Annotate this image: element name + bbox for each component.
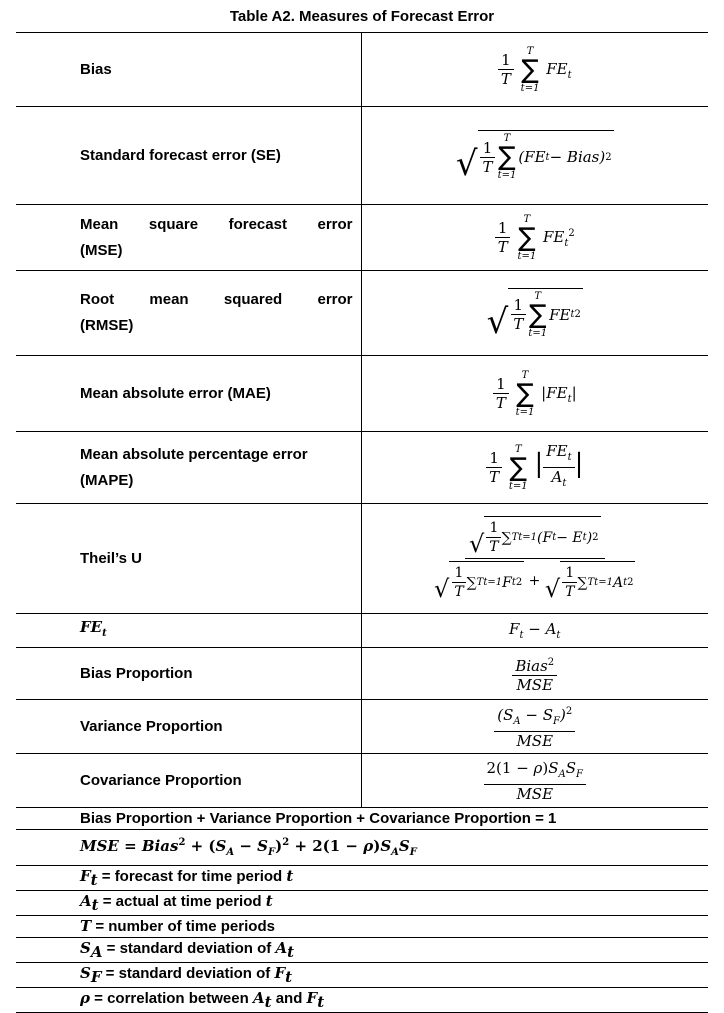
def-text: = forecast for time period: [97, 868, 287, 885]
row-label: Bias Proportion: [16, 648, 361, 700]
row-label-line2: (MAPE): [80, 471, 134, 489]
formula-theils-u: √ $\frac{1}{T}$ ∑ T t=1 (F t − E t ) 2 √ $\frac{1}{T}$ ∑ T t=1 F t 2 + √ $\frac{1}{T}$ ∑ T t=1 A t 2: [361, 504, 708, 614]
def-symbol-sub: A: [90, 943, 103, 961]
def-symbol: A: [80, 892, 92, 910]
forecast-error-table: [16, 32, 708, 1013]
def-symbol-sub: F: [90, 968, 102, 986]
def-text: = correlation between: [89, 990, 253, 1007]
def-symbol: T: [80, 917, 92, 935]
def-text: = standard deviation of: [101, 965, 275, 982]
row-label: [16, 432, 361, 504]
row-label-line1: Mean absolute percentage error: [80, 445, 308, 463]
table-row-theils-u: [16, 504, 708, 614]
formula-variance-proportion: $\frac{(S_A - S_F)^2}{\text{MSE}}$: [361, 700, 708, 754]
table-row-variance-proportion: [16, 700, 708, 754]
row-label: Mean absolute error (MAE): [16, 356, 361, 432]
table-row-mse-decomposition: [16, 830, 708, 866]
table-row-identity: [16, 808, 708, 830]
formula-bias-proportion: $\frac{Bias^2}{\text{MSE}}$: [361, 648, 708, 700]
definition-row: [16, 891, 708, 916]
def-var: t: [286, 867, 294, 885]
row-label-line1: Root mean squared error: [80, 291, 353, 308]
fe-symbol: FE: [80, 618, 103, 636]
formula-fe-t: $F_t - A_t$: [361, 614, 708, 648]
def-var-sub: t: [264, 993, 272, 1011]
def-var: F: [274, 964, 286, 982]
row-label-line1: Mean square forecast error: [80, 215, 353, 233]
formula-mape: $\frac{1}{T}$ T ∑ t=1 | $\frac{FE_t}{A_t}$ |: [361, 432, 708, 504]
def-var-sub: t: [317, 993, 325, 1011]
definition-row: [16, 988, 708, 1013]
definition-row: [16, 963, 708, 988]
formula-rmse: √ $\frac{1}{T}$ T ∑ t=1 FE t 2: [361, 271, 708, 356]
table-row-covariance-proportion: [16, 754, 708, 808]
row-label: Variance Proportion: [16, 700, 361, 754]
row-label: [16, 614, 361, 648]
def-var: A: [275, 939, 288, 957]
def-text: and: [271, 990, 307, 1007]
row-label-line2: (RMSE): [80, 317, 134, 334]
formula-se: √ $\frac{1}{T}$ T ∑ t=1 (FE t − Bias) 2: [361, 107, 708, 205]
row-label: Covariance Proportion: [16, 754, 361, 808]
table-row-rmse: [16, 271, 708, 356]
row-label-line2: (MSE): [80, 241, 123, 259]
def-var: t: [265, 892, 273, 910]
def-var-sub: t: [287, 943, 295, 961]
table-row-mae: [16, 356, 708, 432]
formula-mae: $\frac{1}{T}$ T ∑ t=1 $|FE_t|$: [361, 356, 708, 432]
def-var-sub: t: [285, 968, 293, 986]
proportion-identity: Bias Proportion + Variance Proportion + Covariance Proportion = 1: [16, 808, 708, 830]
table-title: Table A2. Measures of Forecast Error: [229, 8, 495, 25]
table-row-se: [16, 107, 708, 205]
formula-covariance-proportion: $\frac{2(1 - \rho)S_AS_F}{\text{MSE}}$: [361, 754, 708, 808]
def-text: = number of time periods: [91, 918, 275, 935]
table-row-mape: [16, 432, 708, 504]
def-var: A: [252, 989, 265, 1007]
row-label: Bias: [16, 33, 361, 107]
table-row-mse: [16, 205, 708, 271]
row-label: [16, 271, 361, 356]
table-row-fe-t: [16, 614, 708, 648]
formula-bias: $\frac{1}{T}$ T ∑ t=1 $FE_t$: [361, 33, 708, 107]
definition-row: [16, 866, 708, 891]
table-row-bias: [16, 33, 708, 107]
formula-mse: $\frac{1}{T}$ T ∑ t=1 $FE_t^2$: [361, 205, 708, 271]
row-label: [16, 205, 361, 271]
def-text: = actual at time period: [98, 893, 266, 910]
def-var: F: [306, 989, 318, 1007]
row-label: Standard forecast error (SE): [16, 107, 361, 205]
def-text: = standard deviation of: [102, 940, 276, 957]
def-symbol: S: [80, 964, 91, 982]
mse-decomposition-formula: MSE = Bias$^2$ + $(S_A - S_F)^2 + 2(1 - \rho)S_AS_F$: [16, 830, 708, 866]
definition-row: [16, 938, 708, 963]
def-symbol: F: [80, 867, 91, 885]
def-symbol-sub: t: [91, 896, 99, 914]
fe-subscript: t: [102, 628, 107, 639]
table-row-bias-proportion: [16, 648, 708, 700]
def-symbol: ρ: [80, 989, 90, 1007]
row-label: Theil’s U: [16, 504, 361, 614]
definition-row: [16, 916, 708, 938]
def-symbol: S: [80, 939, 91, 957]
def-symbol-sub: t: [90, 871, 98, 889]
